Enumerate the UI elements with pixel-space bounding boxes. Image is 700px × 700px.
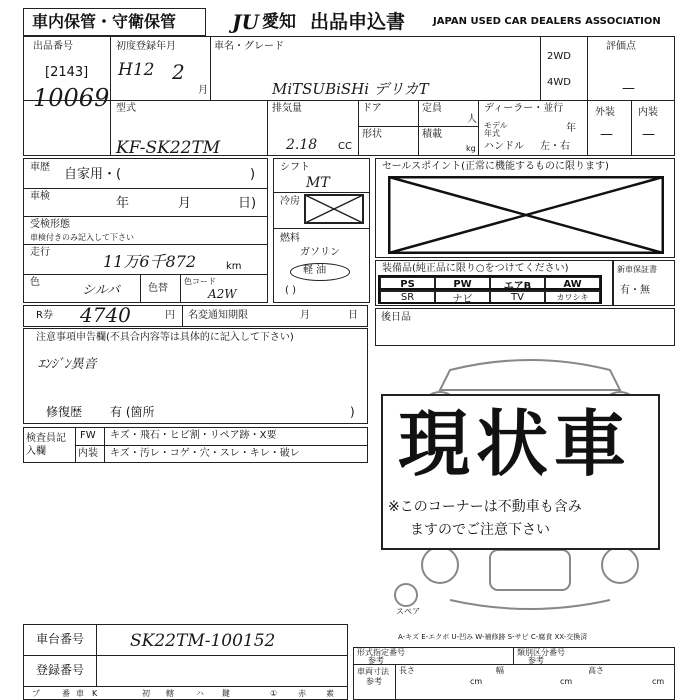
capacity-label: 定員 (422, 103, 442, 114)
interior-label: 内装 (638, 107, 658, 118)
last-row-5: 轄 (166, 689, 174, 698)
length-label: 車両寸法 (357, 667, 389, 676)
length-cm: cm (470, 677, 483, 686)
inspector-fw: FW (80, 430, 96, 441)
chassis-value: SK22TM-100152 (130, 631, 276, 651)
month-value: 2 (172, 60, 185, 84)
handle-value: 左・右 (540, 141, 570, 152)
association-name: JAPAN USED CAR DEALERS ASSOCIATION (433, 16, 661, 27)
recycle-yen: 円 (165, 310, 175, 321)
year-unit: 年 (566, 123, 576, 134)
inspector-interior: 内装 (78, 448, 98, 459)
notes-handwritten: ｴﾝｼﾞﾝ異音 (38, 357, 97, 372)
fuel-gas: ガソリン (300, 247, 340, 258)
cc-unit: CC (338, 141, 352, 152)
width-word: 幅 (496, 666, 504, 675)
handle-label: ハンドル (484, 141, 524, 152)
logo-mark: JU (232, 10, 259, 34)
stamp-note-2: ますのでご注意下さい (410, 522, 550, 538)
load-label: 積載 (422, 129, 442, 140)
repair-value: 有 (箇所 (110, 405, 155, 419)
spare-tire-icon (394, 583, 418, 607)
last-row-0: プ (32, 689, 40, 698)
equipment-strike (378, 275, 602, 305)
inspection-day: 日) (238, 196, 257, 211)
class-sub: 参考 (528, 656, 544, 665)
inspector-fw-text: キズ・飛石・ヒビ割・リペア跡・X要 (110, 430, 277, 441)
interior-value: — (642, 127, 655, 142)
drive-2wd: 2WD (547, 51, 571, 62)
right-notes-label: 後日品 (381, 312, 411, 323)
warranty-value: 有・無 (620, 285, 650, 296)
ac-label: 冷房 (280, 196, 300, 207)
spare-label: スペア (396, 607, 420, 616)
logo-text: 愛知 (262, 12, 296, 32)
form-sub: 参考 (368, 656, 384, 665)
month-unit: 月 (198, 85, 208, 96)
equip-sr: SR (380, 291, 435, 303)
width-cm: cm (560, 677, 573, 686)
inspector-label: 検査員記入欄 (26, 433, 66, 457)
model-year-label: モデル年式 (484, 121, 508, 138)
shape-label: 形状 (362, 129, 382, 140)
right-notes-box (375, 308, 675, 346)
last-row-10: 素 (326, 689, 334, 698)
last-row-7: 鍵 (222, 689, 230, 698)
equip-ps: PS (380, 277, 435, 291)
displacement-value: 2.18 (286, 137, 318, 153)
equip-navi: ナビ (435, 291, 490, 303)
receipt-note: 車検付きのみ記入して下さい (30, 233, 134, 242)
form-title: 出品申込書 (310, 11, 406, 33)
length-sub: 参考 (366, 677, 382, 686)
kg-unit: kg (466, 144, 476, 153)
color-label: 色 (30, 277, 40, 288)
equipment-label: 装備品(純正品に限り○をつけてください) (382, 263, 569, 274)
inspection-year: 年 (116, 196, 130, 211)
last-row-1: 番 (62, 689, 70, 698)
damage-legend: A-キズ E-エクボ U-凹み W-補修跡 S-サビ C-腐食 XX-交換済 (398, 633, 588, 641)
score-value: — (622, 81, 635, 96)
door-label: ドア (362, 103, 382, 114)
notice-month: 月 (300, 310, 310, 321)
stamp-note-1: ※このコーナーは不動車も含み (388, 499, 582, 515)
lot-number: 10069 (33, 84, 110, 112)
equip-pw: PW (435, 277, 490, 291)
fuel-paren: ( ) (285, 285, 296, 296)
fuel-light: 軽 油 (303, 265, 327, 276)
color-change-label: 色替 (148, 283, 168, 294)
model-label: 型式 (116, 103, 136, 114)
fuel-label: 燃料 (280, 233, 300, 244)
stamp-title: 現状車 (398, 402, 633, 486)
era-value: H12 (118, 60, 155, 80)
height-cm: cm (652, 677, 665, 686)
inspector-interior-text: キズ・汚レ・コゲ・穴・スレ・キレ・破レ (110, 448, 300, 459)
reg-label: 登録番号 (36, 663, 85, 677)
repair-label: 修復歴 (46, 405, 83, 419)
dealer-label: ディーラー・並行 (484, 103, 564, 114)
model-value: KF-SK22TM (116, 138, 221, 158)
repair-close: ) (350, 405, 355, 419)
ac-crossed-box (304, 194, 364, 224)
last-row-9: 赤 (298, 689, 306, 698)
inspection-label: 車検 (30, 191, 50, 202)
first-reg-label: 初度登録年月 (116, 41, 176, 52)
inspection-month: 月 (178, 196, 192, 211)
last-row-8: ① (270, 689, 278, 698)
color-value: シルバ (82, 283, 120, 298)
equip-leather: カワシキ (545, 291, 600, 303)
last-row-6: ハ (196, 689, 204, 698)
mileage-label: 走行 (30, 247, 50, 258)
color-code-label: 色コード (184, 277, 216, 286)
notice-label: 名変通知期限 (188, 310, 248, 321)
displacement-label: 排気量 (272, 103, 302, 114)
last-row-3: K (92, 689, 98, 698)
notes-label: 注意事項申告欄(不具合内容等は具体的に記入して下さい) (36, 332, 294, 343)
sales-point-crossed (388, 176, 664, 254)
header-title-left: 車内保管・守衛保管 (32, 12, 177, 31)
km-unit: km (226, 261, 242, 272)
exterior-label: 外装 (595, 107, 615, 118)
shift-label: シフト (280, 162, 310, 173)
form-label: 形式指定番号 (357, 648, 405, 657)
equip-airbag: エアB (490, 277, 545, 291)
equip-aw: AW (545, 277, 600, 291)
history-box (23, 158, 268, 303)
score-label: 評価点 (606, 41, 636, 52)
last-row-2: 車 (76, 689, 84, 698)
receipt-label: 受検形態 (30, 219, 70, 230)
warranty-label: 新車保証書 (617, 265, 657, 274)
drive-4wd: 4WD (547, 77, 571, 88)
person-unit: 人 (467, 114, 477, 125)
name-value: MiTSUBiSHi デリカT (272, 80, 429, 98)
lot-label: 出品番号 (33, 41, 73, 52)
last-row-4: 初 (142, 689, 150, 698)
exterior-value: — (600, 127, 613, 142)
history-close: ) (250, 167, 256, 182)
sales-point-label: セールスポイント(正常に機能するものに限ります) (382, 161, 609, 172)
class-label: 類別区分番号 (517, 648, 565, 657)
name-label: 車名・グレード (214, 41, 284, 52)
height-word: 高さ (588, 666, 604, 675)
equip-tv: TV (490, 291, 545, 303)
notice-day: 日 (348, 310, 358, 321)
history-label: 車歴 (30, 162, 50, 173)
recycle-value: 4740 (80, 303, 131, 327)
chassis-label: 車台番号 (36, 632, 85, 646)
recycle-label: R券 (36, 310, 53, 321)
length-word: 長さ (399, 666, 415, 675)
mileage-value: 11万6千872 (103, 252, 197, 271)
lot-bracket: [2143] (45, 65, 89, 80)
color-code-value: A2W (208, 287, 237, 301)
history-value: 自家用・( (64, 167, 122, 182)
shift-value: MT (306, 175, 330, 191)
